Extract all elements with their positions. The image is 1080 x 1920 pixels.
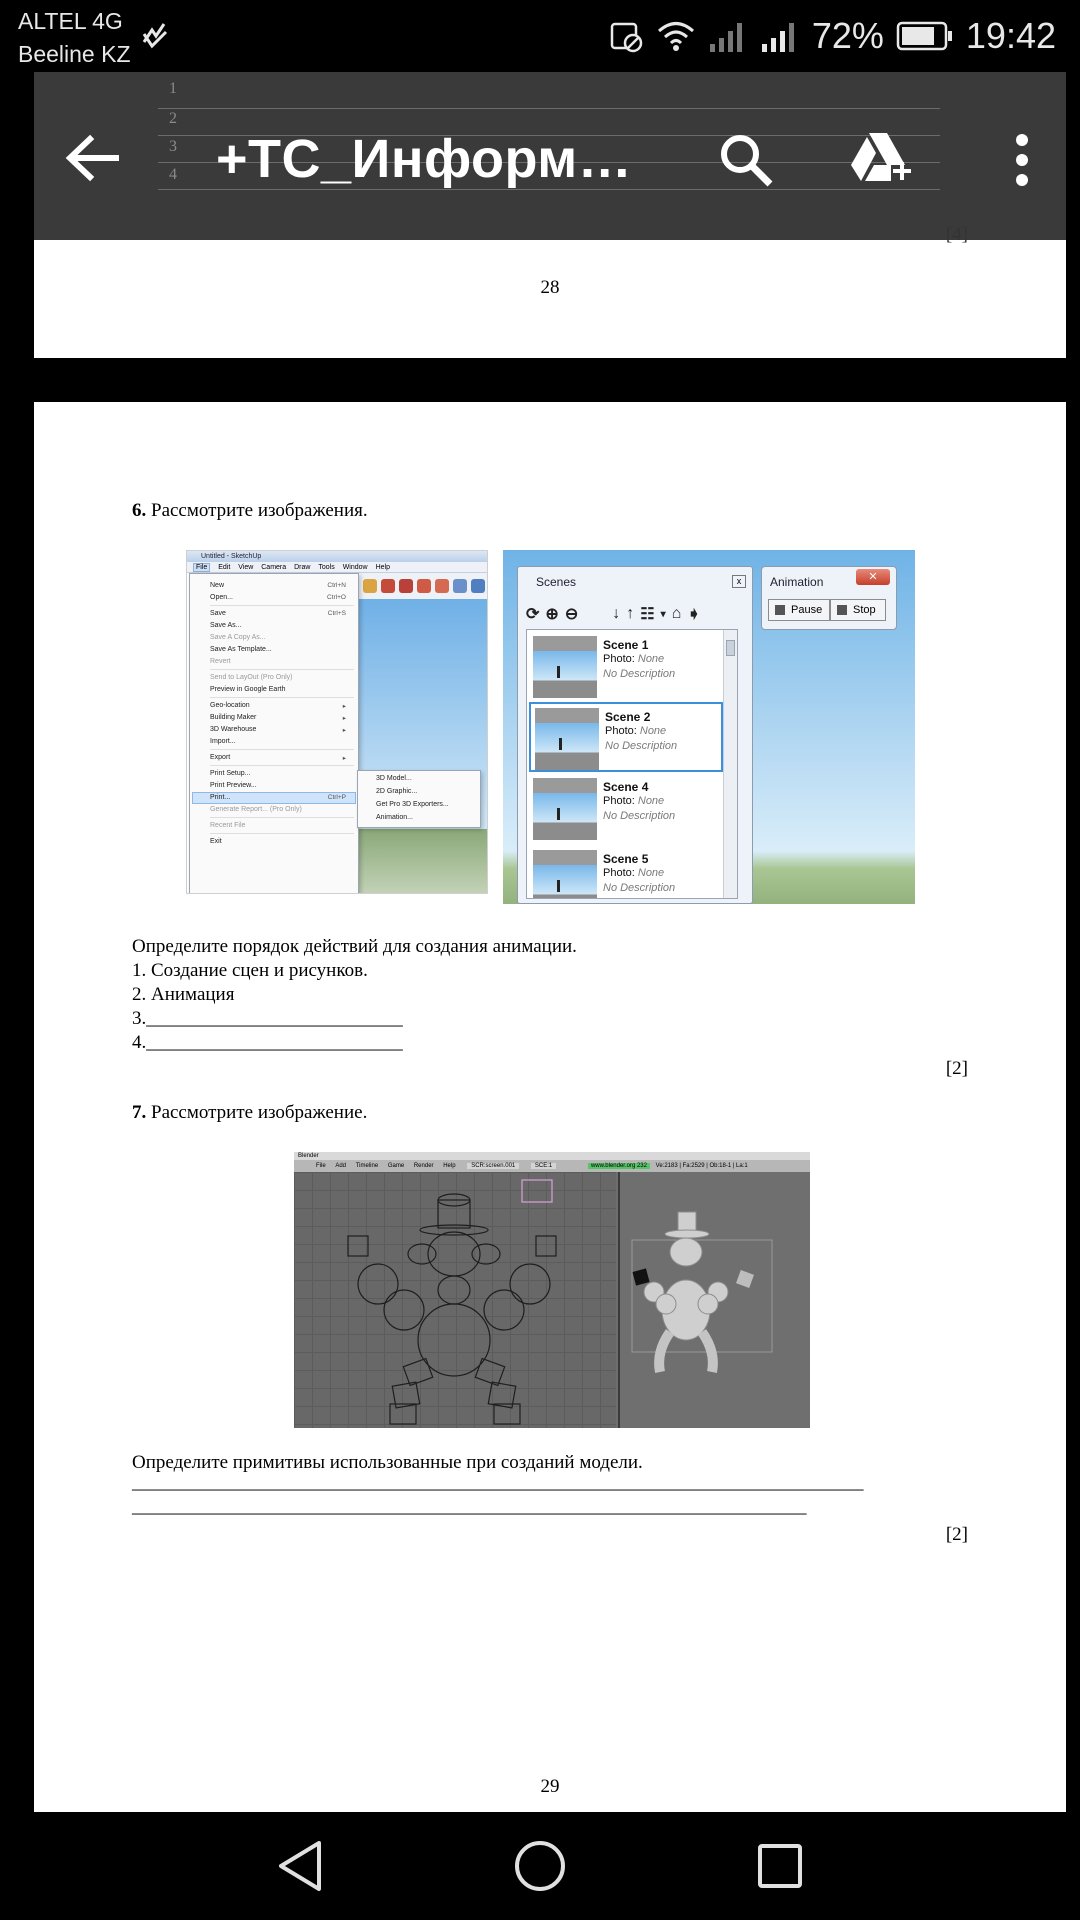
sketchup-titlebar: Untitled - SketchUp [187,551,487,562]
view-options-icon: ☷ [640,606,655,623]
sketchup-viewport-ground [359,829,487,894]
q7-task: Определите примитивы использованные при созданий модели. [132,1452,643,1473]
q6-prompt: Рассмотрите изображения. [151,500,368,521]
file-menu-shortcut: Ctrl+S [327,610,346,617]
file-menu-shortcut: ▸ [342,703,346,710]
navigation-bar [0,1812,1080,1920]
bl-menu-file: File [316,1163,326,1169]
tool-icon [435,579,449,593]
bl-menu-timeline: Timeline [355,1163,379,1169]
blender-screenshot [294,1152,810,1428]
animation-stop-button: Stop [830,599,886,621]
q7-answer-line-2: _______________________________________________________________________ [132,1496,807,1517]
carrier-secondary: Beeline KZ [18,41,131,67]
q6-heading [132,500,368,522]
scene-row-selected [529,702,723,772]
q6-step-1: 1. Создание сцен и рисунков. [132,960,368,981]
scene-thumbnail [533,778,597,840]
export-submenu-item: Animation... [376,814,413,821]
battery-percent: 72% [811,15,884,56]
more-vert-icon [1014,134,1030,186]
move-down-icon: ↓ [612,605,621,622]
file-menu-item: New [210,582,225,589]
tool-icon [399,579,413,593]
menu-separator [210,833,354,834]
file-menu-item: Geo-location [210,702,250,709]
scene-description: No Description [603,668,676,680]
scene-photo: Photo: None [603,795,665,807]
scene-description: No Description [603,810,676,822]
scene-name: Scene 5 [603,852,649,866]
tool-icon [417,579,431,593]
page-29 [34,402,1066,1812]
back-arrow-icon [64,134,120,182]
nav-home-icon [513,1839,567,1893]
scenes-scrollbar [723,630,737,898]
scene-name: Scene 4 [603,780,649,794]
sketchup-screenshot [186,550,488,894]
menu-separator [210,817,354,818]
scenes-panel [517,566,753,904]
drive-add-icon [847,129,913,187]
scene-thumbnail [533,636,597,698]
blender-titlebar: Blender [294,1152,810,1160]
scene-name: Scene 1 [603,638,649,652]
file-menu-item: Exit [210,838,222,845]
wireframe-model [294,1172,616,1428]
scene-description: No Description [605,740,678,752]
dropdown-icon: ▾ [660,608,666,620]
nav-back-icon [275,1839,325,1893]
q7-answer-line-1: _____________________________________________________________________________ [132,1472,864,1493]
su-menu-edit: Edit [218,564,231,571]
file-menu-shortcut: Ctrl+P [327,794,346,801]
signal-icon [760,18,800,54]
nav-back-button[interactable] [266,1832,334,1900]
q6-step-4: 4.___________________________ [132,1032,403,1053]
su-menu-draw: Draw [294,564,311,571]
bl-menu-add: Add [335,1163,347,1169]
file-menu-item: Save [210,610,226,617]
app-bar [34,72,1066,240]
q6-step-2: 2. Анимация [132,984,235,1005]
menu-separator [210,669,354,670]
page-number-29: 29 [540,1776,560,1797]
bl-screen-field: SCR:screen.001 [467,1163,519,1169]
score-q5: [4] [945,224,968,245]
scene-thumbnail [535,708,599,770]
status-bar [0,0,1080,72]
animation-title: Animation [770,575,824,589]
add-scene-icon: ⊕ [545,606,559,623]
file-menu-shortcut: ▸ [342,755,346,762]
remove-scene-icon: ⊖ [564,606,579,623]
blender-header [294,1160,810,1172]
behind-number-3: 3 [169,138,177,155]
file-menu-item: Revert [210,658,231,665]
file-menu-item: Recent File [210,822,246,829]
scene-photo: Photo: None [603,653,665,665]
page-number-28: 28 [540,277,560,298]
q7-heading [132,1102,367,1124]
file-menu-item: Save As... [210,622,242,629]
battery-icon [896,20,954,52]
scene-photo: Photo: None [603,867,665,879]
behind-number-2: 2 [169,110,177,127]
more-options-button[interactable] [1000,124,1044,196]
q7-prompt: Рассмотрите изображение. [151,1102,368,1123]
tool-icon [471,579,485,593]
signal-weak-icon [708,18,748,54]
menu-separator [210,765,354,766]
su-menu-tools: Tools [318,564,335,571]
su-menu-view: View [238,564,254,571]
export-submenu-item: Get Pro 3D Exporters... [376,801,449,808]
animation-close-icon: ✕ [856,569,890,585]
scenes-close-icon: x [732,575,746,588]
file-menu-item: Save A Copy As... [210,634,266,641]
animation-pause-button: Pause [768,599,830,621]
carrier-primary: ALTEL 4G [18,8,123,34]
wifi-icon [656,18,696,54]
scene-row [529,774,723,844]
file-menu-item: 3D Warehouse [210,726,257,733]
refresh-icon: ⟳ [526,606,540,623]
bl-menu-game: Game [387,1163,405,1169]
status-icons [608,14,1056,58]
add-to-drive-button[interactable] [840,120,920,196]
page-28 [34,224,1066,358]
q7-score: [2] [945,1524,968,1545]
sketchup-menubar [187,562,487,573]
file-menu-item: Print Preview... [210,782,257,789]
menu-separator [210,749,354,750]
file-menu-item: Building Maker [210,714,257,721]
scene-description: No Description [603,882,676,894]
document-title: +ТС_Информ… [216,129,633,189]
sim-alert-icon [140,20,170,50]
file-menu-item: Export [210,754,231,761]
file-menu-shortcut: Ctrl+O [327,594,346,601]
bl-stats: Ve:2183 | Fa:2529 | Ob:18-1 | La:1 [655,1163,748,1169]
scenes-toolbar [526,603,746,625]
house-icon: ⌂ [671,605,682,622]
search-icon [717,131,775,189]
menu-separator [210,605,354,606]
behind-number-4: 4 [169,166,177,183]
file-menu-item: Save As Template... [210,646,272,653]
su-menu-help: Help [375,564,390,571]
scene-row [529,632,723,702]
scenes-list [526,629,738,899]
blender-render-view [618,1172,810,1428]
q7-number: 7. [132,1102,147,1123]
q6-number: 6. [132,500,147,521]
file-menu-shortcut: Ctrl+N [327,582,346,589]
scene-thumbnail [533,850,597,899]
q6-task: Определите порядок действий для создания анимации. [132,936,577,957]
back-button[interactable] [54,120,130,196]
blender-wireframe-view [294,1172,616,1428]
tool-icon [381,579,395,593]
animation-window [761,566,897,630]
bl-scene-field: SCE:1 [531,1163,556,1169]
bl-menu-render: Render [413,1163,434,1169]
scene-name: Scene 2 [605,710,651,724]
search-button[interactable] [710,124,782,196]
tool-icon [453,579,467,593]
export-submenu-item: 2D Graphic... [376,788,418,795]
scene-row [529,846,723,899]
move-up-icon: ↑ [626,605,635,622]
file-menu-item: Generate Report... (Pro Only) [210,806,302,813]
nav-home-button[interactable] [506,1832,574,1900]
no-sim-icon [608,18,644,54]
behind-number-1: 1 [169,80,177,97]
file-menu-item: Print... [210,794,231,801]
bl-site: www.blender.org 232 [588,1163,650,1169]
file-menu-item: Preview in Google Earth [210,686,286,693]
q6-step-3: 3.___________________________ [132,1008,403,1029]
su-menu-file: File [193,563,210,572]
file-menu-item: Open... [210,594,233,601]
file-menu-item: Import... [210,738,236,745]
sketchup-toolbar [359,573,487,599]
file-menu-shortcut: ▸ [342,715,346,722]
clock: 19:42 [965,15,1056,56]
bl-menu-help: Help [443,1163,456,1169]
sketchup-export-submenu [357,770,481,828]
menu-separator [210,697,354,698]
details-icon: ➧ [687,606,701,623]
nav-recents-icon [756,1842,804,1890]
su-menu-window: Window [342,564,368,571]
export-submenu-item: 3D Model... [376,775,412,782]
scene-photo: Photo: None [605,725,667,737]
tool-icon [363,579,377,593]
scenes-panel-title: Scenes [536,575,577,589]
file-menu-item: Send to LayOut (Pro Only) [210,674,293,681]
sketchup-file-menu [189,573,359,894]
nav-recents-button[interactable] [746,1832,814,1900]
file-menu-shortcut: ▸ [342,727,346,734]
q6-score: [2] [945,1058,968,1079]
su-menu-camera: Camera [261,564,287,571]
rendered-model [620,1172,810,1428]
scenes-screenshot [503,550,915,904]
file-menu-item: Print Setup... [210,770,251,777]
